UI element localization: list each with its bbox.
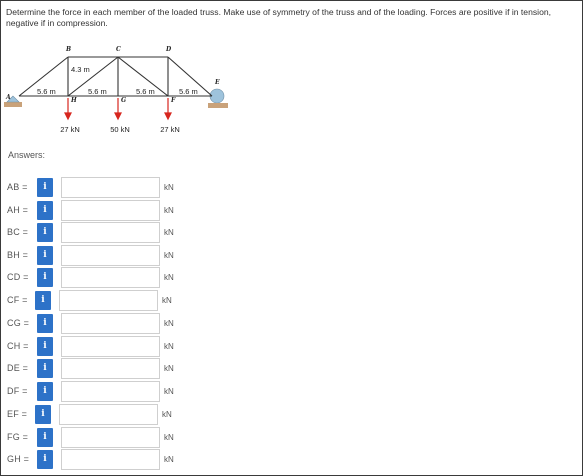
answer-row-bc <box>0 222 300 243</box>
info-icon[interactable]: i <box>35 291 51 310</box>
dimension-span-2: 5.6 m <box>88 87 107 96</box>
answer-input-cf[interactable] <box>59 290 158 311</box>
info-icon[interactable]: i <box>37 450 53 469</box>
answer-row-fg <box>0 427 300 448</box>
answer-row-cf <box>0 290 300 311</box>
dimension-span-1: 5.6 m <box>37 87 56 96</box>
answer-input-bh[interactable] <box>61 245 160 266</box>
answers-heading: Answers: <box>8 150 46 160</box>
answer-input-de[interactable] <box>61 358 160 379</box>
info-icon[interactable]: i <box>37 268 53 287</box>
answer-label: EF = <box>7 409 28 419</box>
load-arrowhead-h <box>65 113 71 119</box>
answer-label: AH = <box>7 205 29 215</box>
joint-label-g: G <box>121 97 127 104</box>
unit-label: kN <box>164 387 174 396</box>
answer-label: GH = <box>7 454 30 464</box>
answer-input-ef[interactable] <box>59 404 158 425</box>
info-icon[interactable]: i <box>35 405 51 424</box>
load-arrowhead-g <box>115 113 121 119</box>
left-ground <box>4 102 22 107</box>
answer-input-df[interactable] <box>61 381 160 402</box>
answer-row-ah <box>0 200 300 221</box>
answer-label: CD = <box>7 272 29 282</box>
joint-label-h: H <box>71 97 77 104</box>
info-icon[interactable]: i <box>37 428 53 447</box>
unit-label: kN <box>164 183 174 192</box>
joint-label-b: B <box>66 46 72 53</box>
answer-input-fg[interactable] <box>61 427 160 448</box>
unit-label: kN <box>162 410 172 419</box>
answer-row-ef <box>0 404 300 425</box>
right-ground <box>208 103 228 108</box>
joint-label-d: D <box>166 46 172 53</box>
answer-row-df <box>0 381 300 402</box>
unit-label: kN <box>164 273 174 282</box>
joint-label-f: F <box>171 97 176 104</box>
joint-label-e: E <box>215 79 220 86</box>
answer-input-cd[interactable] <box>61 267 160 288</box>
answer-input-ab[interactable] <box>61 177 160 198</box>
load-arrowhead-f <box>165 113 171 119</box>
answer-row-cg <box>0 313 300 334</box>
info-icon[interactable]: i <box>37 246 53 265</box>
answer-label: AB = <box>7 182 28 192</box>
answer-input-cg[interactable] <box>61 313 160 334</box>
joint-label-a: A <box>6 94 11 101</box>
unit-label: kN <box>164 228 174 237</box>
answer-row-cd <box>0 267 300 288</box>
dimension-span-3: 5.6 m <box>136 87 155 96</box>
answer-label: BH = <box>7 250 29 260</box>
info-icon[interactable]: i <box>37 223 53 242</box>
answer-label: DE = <box>7 363 29 373</box>
answer-label: BC = <box>7 227 29 237</box>
info-icon[interactable]: i <box>37 382 53 401</box>
answer-input-gh[interactable] <box>61 449 160 470</box>
load-label-g: 50 kN <box>110 125 130 134</box>
unit-label: kN <box>164 342 174 351</box>
unit-label: kN <box>164 206 174 215</box>
right-roller-support <box>210 89 224 103</box>
unit-label: kN <box>162 296 172 305</box>
dimension-span-4: 5.6 m <box>179 87 198 96</box>
info-icon[interactable]: i <box>37 359 53 378</box>
unit-label: kN <box>164 319 174 328</box>
answer-row-de <box>0 358 300 379</box>
info-icon[interactable]: i <box>37 337 53 356</box>
info-icon[interactable]: i <box>37 314 53 333</box>
answer-label: FG = <box>7 432 29 442</box>
unit-label: kN <box>164 433 174 442</box>
dimension-height: 4.3 m <box>71 65 90 74</box>
answer-input-ah[interactable] <box>61 200 160 221</box>
question-text: Determine the force in each member of the loaded truss. Make use of symmetry of the truss and of the loading. Forces are positive if in tension, negative if in compression. <box>6 7 552 28</box>
unit-label: kN <box>164 251 174 260</box>
joint-label-c: C <box>116 46 121 53</box>
answer-input-ch[interactable] <box>61 336 160 357</box>
unit-label: kN <box>164 364 174 373</box>
answer-label: CG = <box>7 318 30 328</box>
answer-row-bh <box>0 245 300 266</box>
answer-label: CF = <box>7 295 28 305</box>
answer-row-gh <box>0 449 300 470</box>
answer-row-ab <box>0 177 300 198</box>
answer-row-ch <box>0 336 300 357</box>
answer-input-bc[interactable] <box>61 222 160 243</box>
answer-label: DF = <box>7 386 28 396</box>
truss-diagram <box>4 42 234 142</box>
answer-label: CH = <box>7 341 29 351</box>
load-label-h: 27 kN <box>60 125 80 134</box>
info-icon[interactable]: i <box>37 201 53 220</box>
unit-label: kN <box>164 455 174 464</box>
load-label-f: 27 kN <box>160 125 180 134</box>
info-icon[interactable]: i <box>37 178 53 197</box>
